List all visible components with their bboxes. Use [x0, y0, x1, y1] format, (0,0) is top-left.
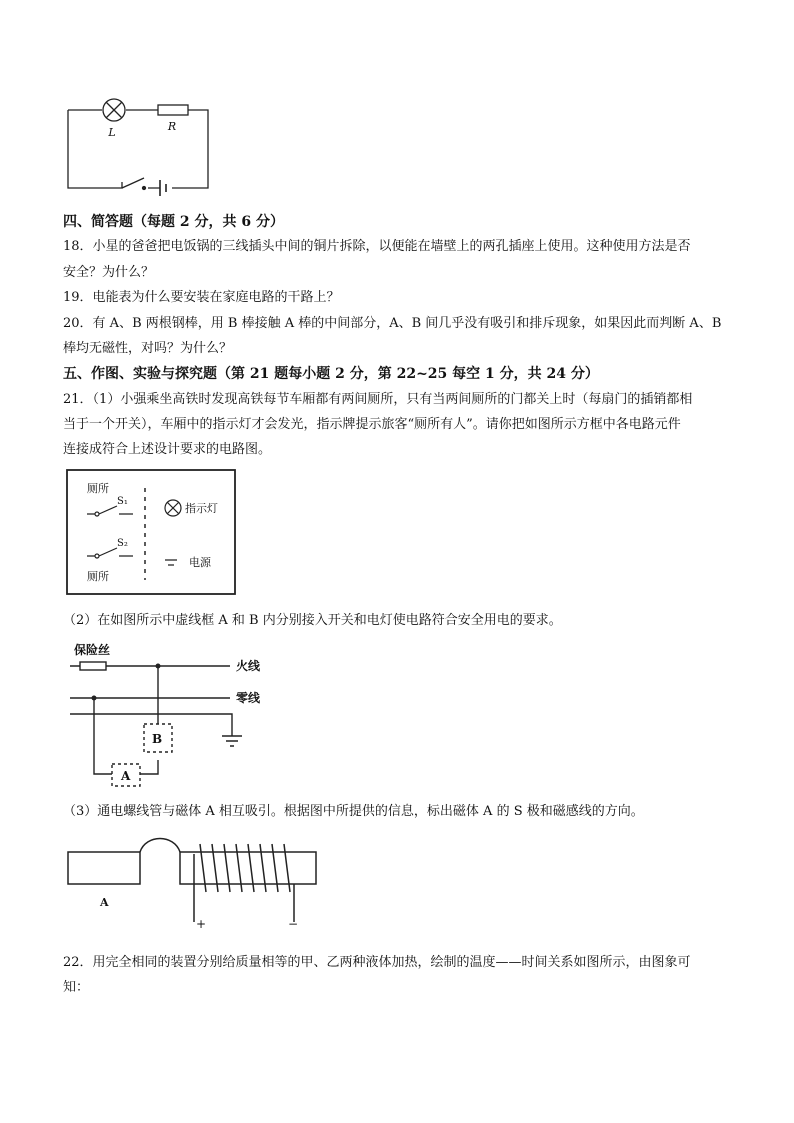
fuse-label: 保险丝 — [74, 643, 111, 657]
question-18-line-2: 安全？为什么？ — [63, 265, 155, 280]
battery-icon — [160, 180, 166, 196]
plus-terminal-label: + — [196, 917, 207, 931]
switch-s2-label: S₂ — [117, 538, 128, 549]
ground-icon — [222, 736, 242, 746]
switch-s1-icon — [87, 506, 133, 514]
neutral-wire-label: 零线 — [236, 691, 261, 705]
section-4-heading: 四、简答题（每题 2 分，共 6 分） — [63, 214, 284, 230]
question-21-1-line-1: 21．（1）小强乘坐高铁时发现高铁每节车厢都有两间厕所，只有当两间厕所的门都关上时（每扇门的插销都相 — [63, 392, 693, 407]
solenoid-core — [180, 852, 316, 884]
minus-terminal-label: − — [288, 917, 299, 931]
solenoid-figure — [62, 830, 327, 935]
resistor-icon — [158, 105, 188, 115]
box-b-label: B — [152, 732, 163, 746]
question-22-line-2: 知： — [63, 980, 90, 995]
question-20-line-1: 20．有 A、B 两根钢棒，用 B 棒接触 A 棒的中间部分，A、B 间几乎没有吸引和排斥现象，如果因此而判断 A、B — [63, 316, 722, 331]
household-circuit-figure — [62, 640, 282, 790]
question-18-line-1: 18．小星的爸爸把电饭锅的三线插头中间的铜片拆除，以便能在墙壁上的两孔插座上使用。这种使用方法是否 — [63, 239, 691, 254]
question-21-1-line-3: 连接成符合上述设计要求的电路图。 — [63, 442, 272, 457]
box-a-label: A — [121, 769, 131, 783]
magnet-a-label: A — [100, 896, 109, 909]
question-21-2: （2）在如图所示中虚线框 A 和 B 内分别接入开关和电灯使电路符合安全用电的要求。 — [63, 613, 562, 628]
question-22-line-1: 22．用完全相同的装置分别给质量相等的甲、乙两种液体加热，绘制的温度——时间关系如图所示，由图象可 — [63, 955, 691, 970]
question-21-3: （3）通电螺线管与磁体 A 相互吸引。根据图中所提供的信息，标出磁体 A 的 S 极和磁感线的方向。 — [63, 804, 644, 819]
solenoid-leads — [194, 854, 294, 922]
question-19: 19．电能表为什么要安装在家庭电路的干路上？ — [63, 290, 340, 305]
question-21-1-line-2: 当于一个开关），车厢中的指示灯才会发光，指示牌提示旅客“厕所有人”。请你把如图所示方框中各电路元件 — [63, 417, 681, 432]
lamp-resistor-circuit-figure — [60, 90, 220, 200]
live-wire-label: 火线 — [236, 659, 261, 673]
circuit-wire — [68, 110, 208, 188]
question-20-line-2: 棒均无磁性，对吗？为什么？ — [63, 341, 233, 356]
resistor-label: R — [167, 120, 177, 133]
section-5-heading: 五、作图、实验与探究题（第 21 题每小题 2 分，第 22~25 每空 1 分，共 24 分） — [63, 366, 599, 382]
toilet-indicator-figure — [65, 468, 240, 598]
solenoid-coil — [200, 844, 290, 892]
toilet-label-top: 厕所 — [87, 482, 109, 495]
switch-s1-label: S₁ — [117, 496, 128, 507]
lamp-label: L — [108, 126, 116, 139]
power-source-label: 电源 — [189, 556, 211, 569]
toilet-label-bottom: 厕所 — [87, 570, 109, 583]
magnet-a-body — [68, 852, 140, 884]
switch-icon — [122, 178, 144, 188]
branch-wires — [94, 666, 158, 774]
switch-s2-icon — [87, 548, 133, 556]
power-source-icon — [165, 560, 177, 565]
fuse-icon — [80, 662, 106, 670]
indicator-lamp-label: 指示灯 — [185, 502, 218, 515]
support-arch — [140, 839, 180, 853]
